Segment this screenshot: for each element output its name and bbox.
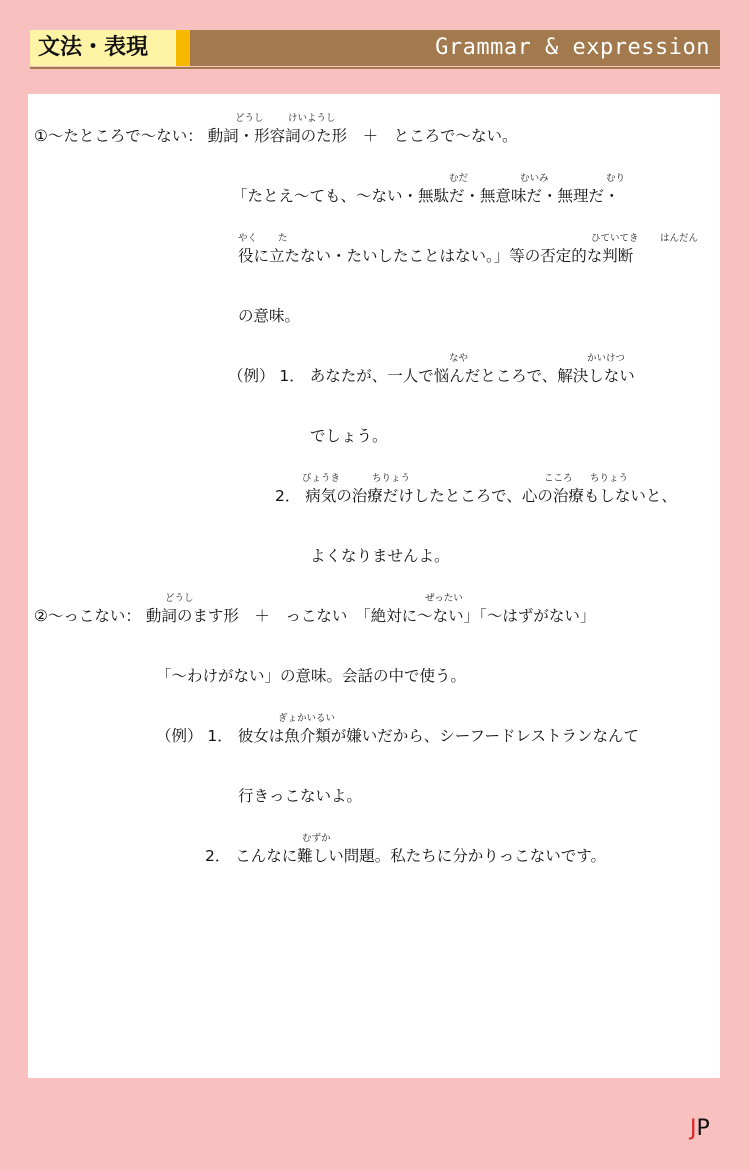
content-panel [28,94,720,1078]
example-2: 2． 病気の治療だけしたところで、心の治療もしないと、 [275,487,677,505]
furigana: た [278,233,288,244]
header-underline [30,67,720,69]
furigana: ひていてき [591,233,639,244]
example-1: （例） 1． あなたが、一人で悩んだところで、解決しない [228,367,635,385]
explanation-line: 役に立たない・たいしたことはない。」等の否定的な判断 [238,247,634,265]
example-2: 2． こんなに難しい問題。私たちに分かりっこないです。 [205,847,607,865]
furigana: ぜったい [425,593,463,604]
explanation-line: 「〜わけがない」の意味。会話の中で使う。 [156,667,467,685]
example-1-cont: 行きっこないよ。 [238,787,363,805]
furigana: やく [238,233,258,244]
jp-logo [690,1116,710,1142]
logo-letter-j: J [690,1116,697,1141]
furigana: むだ [449,173,469,184]
section-title: 文法・表現 [30,30,176,66]
title-accent-bar [176,30,190,66]
grammar-point-2: ②〜っこない： 動詞のます形 ＋ っこない 「絶対に〜ない」「〜はずがない」 [34,607,596,625]
furigana: こころ [544,473,573,484]
furigana: むずか [302,833,331,844]
logo-letter-p: P [696,1116,710,1141]
furigana: むり [606,173,626,184]
example-1-cont: でしょう。 [310,427,388,445]
grammar-point-1: ①〜たところで〜ない： 動詞・形容詞のた形 ＋ ところで〜ない。 [34,127,518,145]
furigana: けいようし [288,113,336,124]
furigana: ぎょかいるい [278,713,336,724]
furigana: どうし [165,593,194,604]
furigana: ちりょう [372,473,411,484]
furigana: むいみ [520,173,549,184]
section-subtitle: Grammar & expression [190,30,720,66]
explanation-line: 「たとえ〜ても、〜ない・無駄だ・無意味だ・無理だ・ [232,187,620,205]
example-2-cont: よくなりませんよ。 [310,547,450,565]
furigana: びょうき [302,473,341,484]
furigana: どうし [235,113,264,124]
furigana: ちりょう [590,473,629,484]
furigana: はんだん [660,233,699,244]
section-header [30,30,720,66]
explanation-line: の意味。 [238,307,301,325]
example-1: （例） 1． 彼女は魚介類が嫌いだから、シーフードレストランなんて [156,727,640,745]
furigana: なや [449,353,469,364]
furigana: かいけつ [587,353,626,364]
